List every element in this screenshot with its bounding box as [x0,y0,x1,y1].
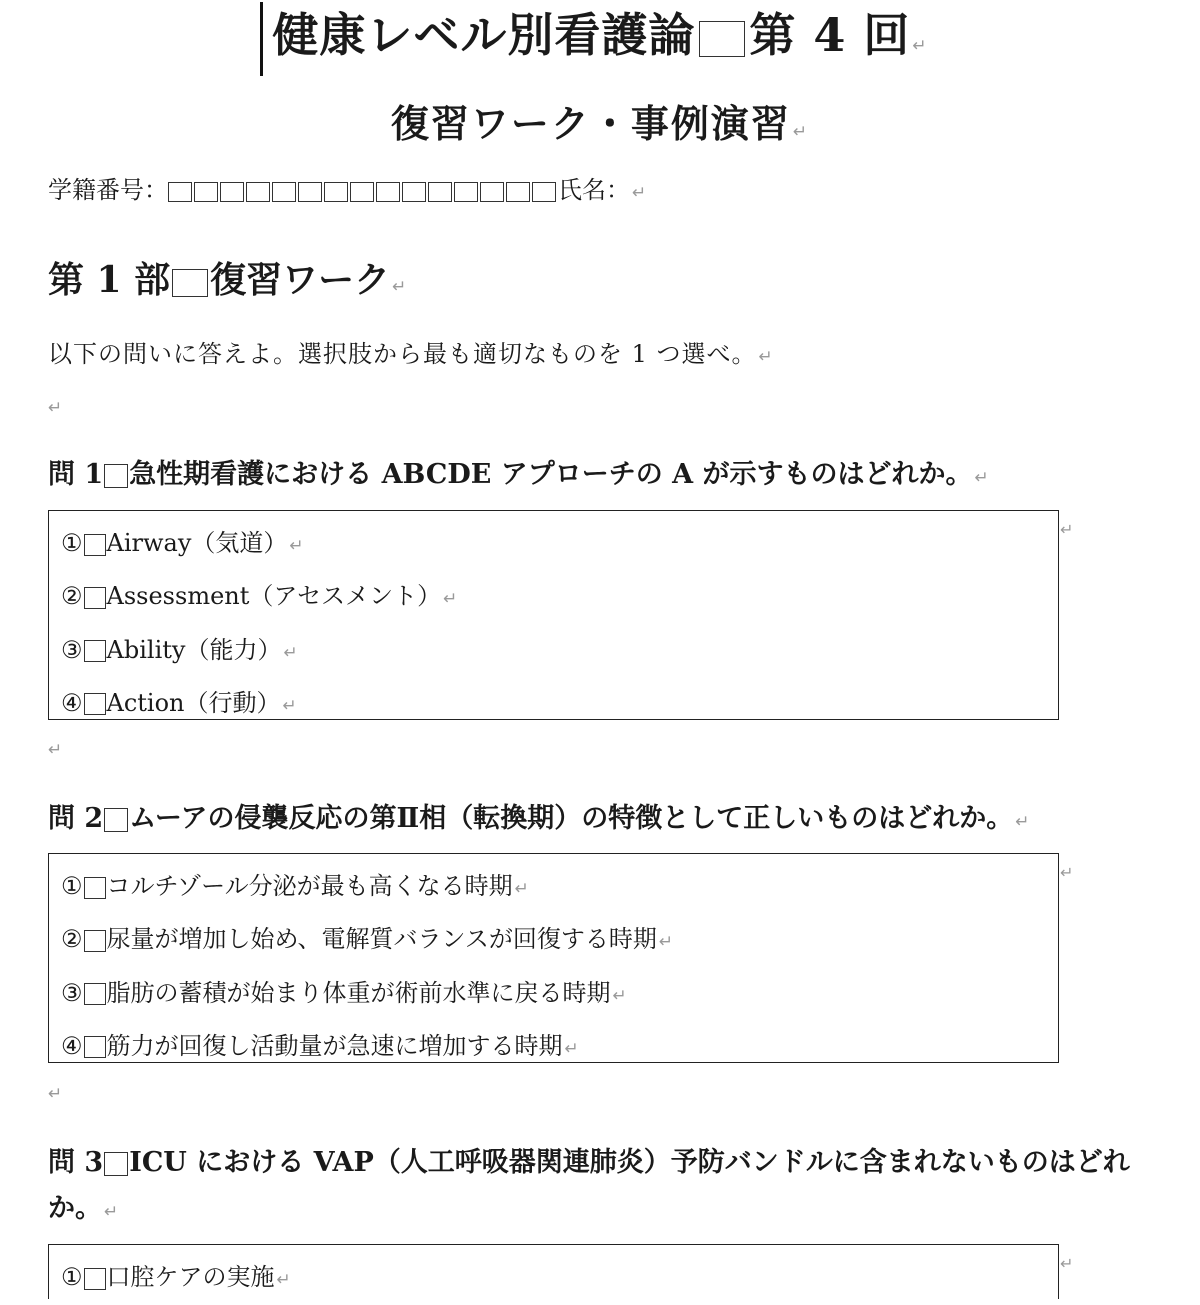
paragraph-mark: ↵ [392,277,407,297]
student-id-box [532,182,556,202]
question-number: 問 1 [48,459,104,490]
paragraph-mark: ↵ [48,398,63,418]
box-glyph [84,1036,106,1058]
paragraph-mark: ↵ [564,1038,579,1059]
option-text: Action（行動） [106,688,281,717]
student-id-box [272,182,296,202]
option-text: コルチゾール分泌が最も高くなる時期 [106,872,513,900]
option-text: Airway（気道） [106,529,288,557]
option-number: ② [61,582,83,611]
box-glyph [84,534,106,556]
option-number: ② [61,925,83,954]
option-number: ① [61,529,83,557]
option-4[interactable] [61,1021,1058,1074]
student-id-box [402,182,426,202]
student-id-box [428,182,452,202]
empty-paragraph [46,396,62,420]
option-number: ③ [61,635,83,664]
option-2[interactable] [61,914,1058,967]
question-text: ムーアの侵襲反応の第Ⅱ相（転換期）の特徴として正しいものはどれか。 [129,803,1014,834]
option-number: ③ [61,978,83,1007]
paragraph-mark: ↵ [974,468,989,488]
option-1[interactable] [61,518,1058,571]
student-id-box [480,182,504,202]
option-number: ④ [61,688,83,717]
title-text-session: 第 4 回 [749,8,911,62]
paragraph-mark: ↵ [658,932,674,953]
part1-heading [48,255,406,312]
student-name-label: 氏名： [558,176,630,204]
option-text: 尿量が増加し始め、電解質バランスが回復する時期 [106,925,657,954]
paragraph-mark: ↵ [443,589,458,610]
student-id-box [246,182,270,202]
question-2-options [48,853,1059,1063]
student-info-line [48,172,646,211]
box-glyph [84,640,106,662]
option-text: 口腔ケアの実施 [106,1263,275,1291]
paragraph-mark: ↵ [792,122,810,142]
paragraph-mark: ↵ [758,347,774,367]
paragraph-mark: ↵ [48,740,63,760]
student-id-box [506,182,530,202]
option-text: 筋力が回復し活動量が急速に増加する時期 [106,1031,563,1060]
option-1[interactable] [61,861,1058,914]
box-glyph [104,808,128,832]
box-glyph [84,930,106,952]
box-glyph [172,269,208,297]
option-text: Assessment（アセスメント） [106,582,442,611]
paragraph-mark: ↵ [1015,812,1030,832]
part1-heading-title: 復習ワーク [210,259,391,301]
student-id-box [454,182,478,202]
box-glyph [84,1268,106,1290]
paragraph-mark: ↵ [912,36,928,56]
question-text: ICU における VAP（人工呼吸器関連肺炎）予防バンドルに含まれないものはどれか。 [48,1147,1130,1224]
option-number: ① [61,872,83,900]
paragraph-mark: ↵ [514,879,529,899]
question-2 [48,796,1030,845]
student-id-box [194,182,218,202]
document-title [0,4,1200,77]
part1-heading-number: 第 1 部 [48,259,171,301]
paragraph-mark: ↵ [48,1084,63,1104]
question-3-options [48,1244,1059,1299]
question-number: 問 3 [48,1147,104,1178]
student-id-box [168,182,192,202]
title-text-main: 健康レベル別看護論 [272,8,696,62]
table-end-mark: ↵ [1060,1254,1074,1273]
subtitle-text: 復習ワーク・事例演習 [390,101,791,146]
question-number: 問 2 [48,803,104,834]
box-glyph [84,877,106,899]
paragraph-mark: ↵ [104,1202,119,1222]
box-glyph [699,21,745,57]
paragraph-mark: ↵ [289,536,304,556]
student-id-label: 学籍番号： [48,176,168,204]
empty-paragraph [46,738,62,762]
student-id-boxes [168,176,558,204]
option-number: ① [61,1263,83,1291]
paragraph-mark: ↵ [283,642,298,663]
question-text: 急性期看護における ABCDE アプローチの A が示すものはどれか。 [129,459,973,490]
instruction-text: 以下の問いに答えよ。選択肢から最も適切なものを 1 つ選べ。 [48,340,757,368]
option-text: Ability（能力） [106,635,282,664]
student-id-box [220,182,244,202]
table-end-mark: ↵ [1060,863,1074,882]
option-number: ④ [61,1031,83,1060]
option-4[interactable] [61,678,1058,731]
option-3[interactable] [61,968,1058,1021]
option-3[interactable] [61,625,1058,678]
option-text: 脂肪の蓄積が始まり体重が術前水準に戻る時期 [106,978,611,1007]
student-id-box [298,182,322,202]
student-id-box [376,182,400,202]
option-2[interactable] [61,571,1058,624]
paragraph-mark: ↵ [632,183,647,203]
document-subtitle [0,98,1200,158]
box-glyph [84,983,106,1005]
question-1-options [48,510,1059,720]
table-end-mark: ↵ [1060,520,1074,539]
paragraph-mark: ↵ [612,985,627,1006]
question-3 [48,1140,1138,1235]
question-1 [48,452,989,501]
option-1[interactable] [61,1252,1058,1305]
paragraph-mark: ↵ [282,695,297,716]
paragraph-mark: ↵ [276,1270,291,1290]
student-id-box [324,182,348,202]
box-glyph [104,1152,128,1176]
box-glyph [104,464,128,488]
empty-paragraph [46,1082,62,1106]
part1-instruction [48,336,774,375]
box-glyph [84,693,106,715]
box-glyph [84,587,106,609]
student-id-box [350,182,374,202]
